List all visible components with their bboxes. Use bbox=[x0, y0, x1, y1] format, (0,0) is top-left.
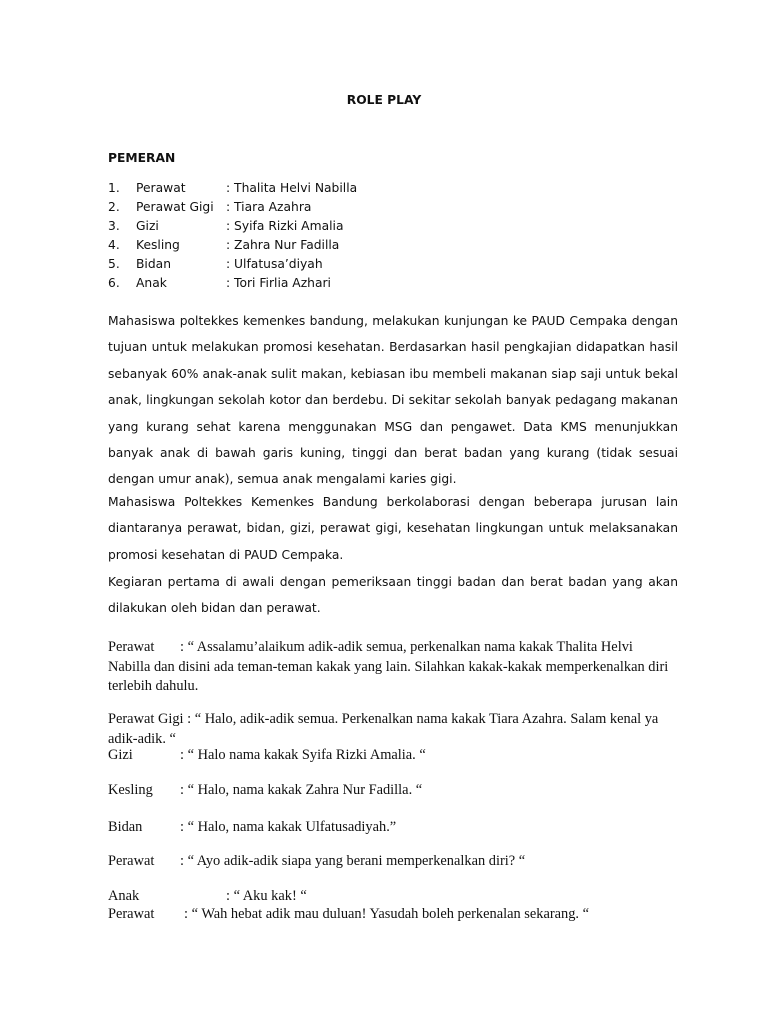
cast-number: 5. bbox=[108, 257, 120, 271]
dialogue-line bbox=[108, 818, 676, 838]
cast-name: : Ulfatusa’diyah bbox=[226, 257, 323, 271]
cast-role: Perawat Gigi bbox=[136, 200, 214, 214]
collaboration-paragraph: Mahasiswa Poltekkes Kemenkes Bandung berkolaborasi dengan beberapa jurusan lain diantaranya perawat, bidan, gizi, perawat gigi, kesehatan lingkungan untuk melaksanakan promosi kesehatan di PAUD Cempaka. bbox=[108, 495, 678, 562]
dialogue-line bbox=[108, 781, 676, 801]
cast-number: 4. bbox=[108, 238, 120, 252]
cast-number: 1. bbox=[108, 181, 120, 195]
dialogue-speaker: Bidan bbox=[108, 819, 143, 835]
dialogue-text: : “ Halo, nama kakak Ulfatusadiyah.” bbox=[180, 819, 397, 835]
cast-role: Perawat bbox=[136, 181, 186, 195]
cast-name: : Syifa Rizki Amalia bbox=[226, 219, 344, 233]
dialogue-line bbox=[108, 746, 676, 766]
cast-number: 6. bbox=[108, 276, 120, 290]
activity-paragraph: Kegiaran pertama di awali dengan pemeriksaan tinggi badan dan berat badan yang akan dilakukan oleh bidan dan perawat. bbox=[108, 575, 678, 616]
cast-role: Anak bbox=[136, 276, 167, 290]
cast-name: : Thalita Helvi Nabilla bbox=[226, 181, 358, 195]
dialogue-line bbox=[108, 887, 676, 907]
dialogue-line bbox=[108, 638, 676, 697]
dialogue-text: : “ Wah hebat adik mau duluan! Yasudah boleh perkenalan sekarang. “ bbox=[184, 906, 589, 922]
cast-name: : Tori Firlia Azhari bbox=[226, 276, 331, 290]
dialogue-text: : “ Aku kak! “ bbox=[226, 888, 307, 904]
cast-name: : Tiara Azahra bbox=[226, 200, 312, 214]
dialogue-speaker: Perawat bbox=[108, 906, 155, 922]
intro-paragraph: Mahasiswa poltekkes kemenkes bandung, melakukan kunjungan ke PAUD Cempaka dengan tujuan untuk melakukan promosi kesehatan. Berdasarkan hasil pengkajian didapatkan hasil sebanyak 60% anak-anak sulit makan, kebiasan ibu membeli makanan siap saji untuk bekal anak, lingkungan sekolah kotor dan berdebu. Di sekitar sekolah banyak pedagang makanan yang kurang sehat karena menggunakan MSG dan pengawet. Data KMS menunjukkan banyak anak di bawah garis kuning, tinggi dan berat badan yang kurang (tidak sesuai dengan umur anak), semua anak mengalami karies gigi. bbox=[108, 314, 678, 487]
dialogue-speaker: Perawat bbox=[108, 853, 155, 869]
dialogue-text: : “ Halo, nama kakak Zahra Nur Fadilla. “ bbox=[180, 782, 423, 798]
cast-number: 3. bbox=[108, 219, 120, 233]
cast-number: 2. bbox=[108, 200, 120, 214]
dialogue-text: : “ Ayo adik-adik siapa yang berani memperkenalkan diri? “ bbox=[180, 853, 526, 869]
dialogue-speaker: Kesling bbox=[108, 782, 153, 798]
cast-role: Gizi bbox=[136, 219, 159, 233]
dialogue-speaker: Anak bbox=[108, 888, 140, 904]
cast-role: Kesling bbox=[136, 238, 180, 252]
dialogue-line bbox=[108, 905, 676, 925]
dialogue-speaker: Gizi bbox=[108, 747, 133, 763]
dialogue-text: : “ Halo, adik-adik semua. Perkenalkan nama kakak Tiara Azahra. Salam kenal ya adik-adik. “ bbox=[108, 711, 659, 747]
dialogue-text: : “ Halo nama kakak Syifa Rizki Amalia. “ bbox=[180, 747, 426, 763]
document-title: ROLE PLAY bbox=[346, 93, 422, 107]
dialogue-text: : “ Assalamu’alaikum adik-adik semua, perkenalkan nama kakak Thalita Helvi Nabilla dan disini ada teman-teman kakak yang lain. Silahkan kakak-kakak memperkenalkan diri terlebih dahulu. bbox=[108, 639, 669, 694]
dialogue-line bbox=[108, 710, 676, 749]
dialogue-speaker: Perawat Gigi bbox=[108, 711, 184, 727]
cast-role: Bidan bbox=[136, 257, 171, 271]
dialogue-line bbox=[108, 852, 676, 872]
cast-name: : Zahra Nur Fadilla bbox=[226, 238, 340, 252]
cast-heading: PEMERAN bbox=[108, 151, 176, 165]
dialogue-speaker: Perawat bbox=[108, 639, 155, 655]
